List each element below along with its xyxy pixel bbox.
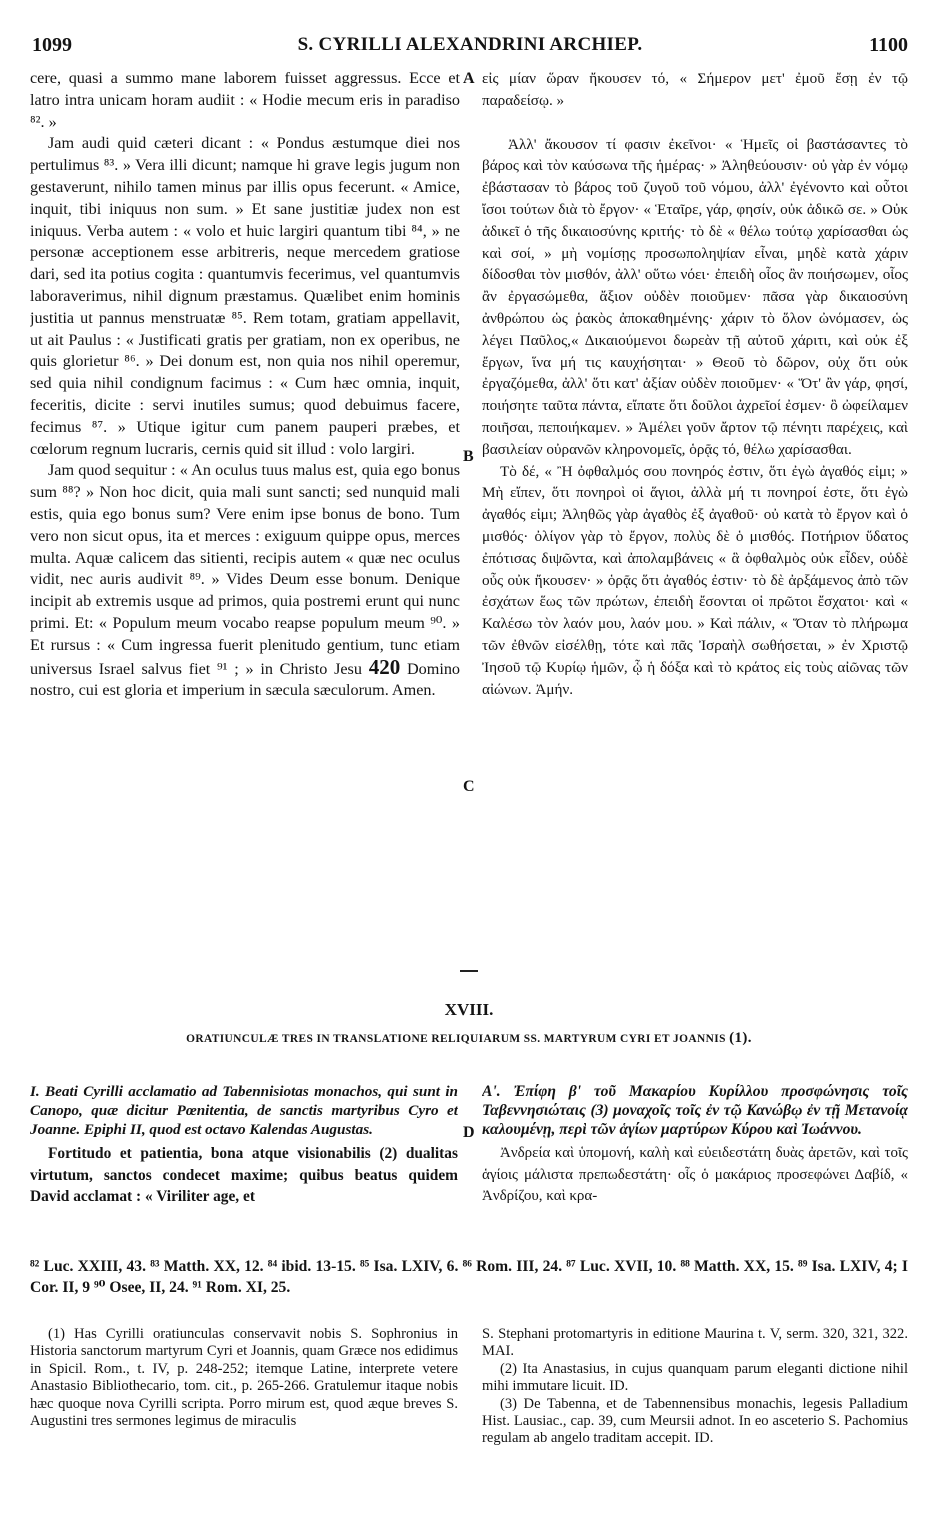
greek-column	[482, 68, 908, 968]
column-number: 420	[368, 654, 401, 679]
page-number-right: 1100	[869, 34, 908, 56]
latin-column	[30, 68, 460, 968]
footnote: (1) Has Cyrilli oratiunculas conservavit nobis S. Sophronius in Historia sanctorum martyrum Cyri et Joannis, quam Græce nos edidimus in Spicil. Rom., t. IV, p. 248-252; itemque Latine, interprete vetere Anastasio Bibliothecario, tom. cit., p. 265-266. Gratulemur itaque nobis hæc quoque nova Cyrilli scripta. Porro mirum est, quod æque breves S. Augustini tres sermones legimus de miraculis	[30, 1326, 458, 1430]
section-title-text: ORATIUNCULÆ TRES IN TRANSLATIONE RELIQUIARUM SS. MARTYRUM CYRI ET JOANNIS	[186, 1033, 726, 1045]
footnote: (2) Ita Anastasius, in cujus quanquam parum eleganti dictione nihil mihi immutare licuit. ID.	[482, 1360, 908, 1395]
section-divider	[460, 970, 478, 972]
margin-letter-c: C	[463, 778, 475, 795]
section-title	[30, 1030, 908, 1047]
latin-subheading: I. Beati Cyrilli acclamatio ad Tabennisiotas monachos, qui sunt in Canopo, quæ dicitur Pœnitentia, de sanctis martyribus Cyro et Joanne. Epiphi II, quod est octavo Kalendas Augustas.	[30, 1083, 458, 1138]
running-title: S. CYRILLI ALEXANDRINI ARCHIEP.	[297, 34, 643, 55]
margin-letter-a: A	[463, 70, 475, 87]
page-number-left: 1099	[32, 34, 72, 56]
section-title-note: (1).	[729, 1030, 752, 1046]
footnote: S. Stephani protomartyris in editione Maurina t. V, serm. 320, 321, 322. MAI.	[482, 1326, 908, 1360]
footnotes-left	[30, 1326, 458, 1526]
greek-paragraph: Ἀλλ' ἄκουσον τί φασιν ἐκεῖνοι· « Ἡμεῖς οἱ βαστάσαντες τὸ βάρος καὶ τὸν καύσωνα τῆς ἡμέρας· » Ἀληθεύουσιν· οὐ γὰρ ἐν νόμῳ ἐβάστασαν τὸ βάρος τοῦ ζυγοῦ τοῦ νόμου, ἀλλ' ἐγένοντο καὶ οὗτοι ἴσοι τούτων διὰ τὸ ἔργον· « Ἑταῖρε, γάρ, φησίν, οὐκ ἀδικῶ σε. » Οὐκ ἀδικεῖ ὁ τῆς δικαιοσύνης κριτής· τὸ δὲ « θέλω τούτῳ χαρίσασθαι ὡς καὶ σοί, » μὴ νομίσῃς προσωποληψίαν εἶναι, μηδὲ κατὰ χάριν δίδοσθαι τὸν μισθόν, ἀλλ' οὕτω νόει· ἐπειδὴ οἷος ἂν ποιήσωμεν, οἷος ἂν ἐργασώμεθα, ἄξιον οὐδὲν ποιοῦμεν· πᾶσα γὰρ δικαιοσύνη ἀνθρώπου ὡς ῥακὸς ἀποκαθημένης· χάριν τὸ ὅλον ὠνόμασεν, ὡς λέγει Παῦλος,« Δικαιούμενοι δωρεὰν τῇ αὐτοῦ χάριτι, καὶ οὐκ ἐξ ἔργων, ἵνα μή τις καυχήσηται· » Θεοῦ τὸ δῶρον, οὐχ ὅτι οὐκ ἐργαζόμεθα, ἀλλ' ὅτι κατ' ἀξίαν οὐδὲν ποιοῦμεν· « Ὅτ' ἂν γάρ, φησί, ποιήσητε ταῦτα πάντα, εἴπατε ὅτι δοῦλοι ἀχρεῖοί ἐσμεν· ὃ ὠφείλαμεν ποιῆσαι, πεποιήκαμεν. » Ἀμέλει γοῦν ἄρτον τῷ πένητι παρέχεις, καὶ βασιλείαν οὐρανῶν κληρονομεῖς, ὁρᾷς τό, θέλω χαρίσασθαι.	[482, 135, 908, 458]
latin-paragraph	[30, 460, 460, 702]
section-number: XVIII.	[444, 1000, 494, 1019]
latin-paragraph: cere, quasi a summo mane laborem fuisset aggressus. Ecce et latro intra unicam horam audiit : « Hodie mecum eris in paradiso ⁸². »	[30, 69, 460, 131]
latin-subsection	[30, 1082, 458, 1250]
running-header	[32, 34, 908, 60]
latin-subsection-text: Fortitudo et patientia, bona atque visionabilis (2) dualitas virtutum, sanctos condecet maxime; quibus beatus quidem David acclamat : « Viriliter age, et	[30, 1145, 458, 1206]
margin-letter-b: B	[463, 448, 474, 465]
scripture-references: ⁸² Luc. XXIII, 43. ⁸³ Matth. XX, 12. ⁸⁴ ibid. 13-15. ⁸⁵ Isa. LXIV, 6. ⁸⁶ Rom. III, 24. ⁸⁷ Luc. XVII, 10. ⁸⁸ Matth. XX, 15. ⁸⁹ Isa. LXIV, 4; I Cor. II, 9 ⁹⁰ Osee, II, 24. ⁹¹ Rom. XI, 25.	[30, 1258, 908, 1296]
greek-paragraph: Τὸ δέ, « Ἢ ὀφθαλμός σου πονηρός ἐστιν, ὅτι ἐγὼ ἀγαθός εἰμι; » Μὴ εἴπεν, ὅτι πονηροὶ οἱ ἅγιοι, ἀλλὰ μή τι πονηροί ἐστε, ὅτι ἐγὼ ἀγαθός εἰμι; Ἀληθῶς γὰρ ἀγαθὸς ἐξ ἀγαθοῦ· οὐ κατὰ τὸ ἔργον καὶ ὁ μισθός· ὀλίγον γὰρ τὸ ἔργον, πολὺς δὲ ὁ μισθός. Ποτήριον ὕδατος ἐπότισας διψῶντα, καὶ ἀπολαμβάνεις « ἃ ὀφθαλμὸς οὐκ εἶδεν, οὐδὲ οὖς οὐκ ἤκουσεν· » ὁρᾷς ὅτι ἀγαθός ἐστιν· τὸ δὲ ἀρξάμενος ἀπὸ τῶν ἐσχάτων ἕως τῶν πρώτων, ἐπειδὴ ἔσονται οἱ πρῶτοι ἔσχατοι· καὶ « Καλέσω τὸν λαόν μου, λαόν μου. » Καὶ πάλιν, « Ὅταν τὸ πλήρωμα τῶν ἐθνῶν εἰσέλθῃ, τότε καὶ πᾶς Ἰσραὴλ σωθήσεται, » ἐν Χριστῷ Ἰησοῦ τῷ Κυρίῳ ἡμῶν, ᾧ ἡ δόξα καὶ τὸ κράτος εἰς τοὺς αἰῶνας τῶν αἰώνων. Ἀμήν.	[482, 462, 908, 698]
footnotes-right	[482, 1326, 908, 1526]
margin-letter-d: D	[463, 1124, 475, 1141]
greek-subsection-text: Ἀνδρεία καὶ ὑπομονή, καλὴ καὶ εὐειδεστάτη δυὰς ἀρετῶν, καὶ τοῖς ἁγίοις μάλιστα πρεπωδεστάτη· οἷς ὁ μακάριος προσεφώνει Δαβίδ, « Ἀνδρίζου, καὶ κρα-	[482, 1145, 908, 1205]
greek-paragraph: εἰς μίαν ὥραν ἤκουσεν τό, « Σήμερον μετ' ἐμοῦ ἔσῃ ἐν τῷ παραδείσῳ. »	[482, 70, 908, 109]
latin-paragraph-text: Jam quod sequitur : « An oculus tuus malus est, quia ego bonus sum ⁸⁸? » Non hoc dicit, quia mali sunt sancti; sed nunquid mali estis, quia ego bonus sum? Vere enim ipse bonus de bono. Tum vero non sicut opus, ita et merces : exiguum quippe opus, merces multa. Aquæ calicem das sitienti, recipis autem « quæ nec oculus vidit, nec auris audivit ⁸⁹. » Vides Deum esse bonum. Denique incipit ab extremis usque ad primos, quia postremi erunt qui nunc primi. Et: « Populum meum vocabo reapse populum meum ⁹⁰. » Et rursus : « Cum ingressa fuerit plenitudo gentium, tunc etiam universus Israel salvus fiet ⁹¹ ; » in Christo Jesu	[30, 461, 460, 678]
latin-paragraph: Jam audi quid cæteri dicant : « Pondus æstumque diei nos pertulimus ⁸³. » Vera illi dicunt; namque hi grave legis jugum non gestaverunt, nihilo tamen minus par illis opus fecerunt. « Amice, inquit, tibi iniquus non sum. » Et sane justitiæ judex non est iniquus. Verba autem : « volo et huic largiri quantum tibi ⁸⁴, » ne personæ acceptionem esse arbitreris, neque mercedem gratiose dari, sed ita potius cogita : quantumvis fecerimus, vel quantumvis laboraverimus, nihil dignum præstamus. Quælibet enim hominis justitia ut pannus menstruatæ ⁸⁵. Rem totam, gratiam appellavit, ut ait Paulus : « Justificati gratis per gratiam, non ex operibus, ne quis glorietur ⁸⁶. » Dei donum est, non quia nos nihil operemur, sed quia nihil condignum facimus : « Cum hæc omnia, inquit, feceritis, dicite : servi inutiles sumus; quod debuimus facere, fecimus ⁸⁷. » Utique igitur cum panem pauperi præbes, et cœlorum regnum lucraris, cernis quid sit illud : volo largiri.	[30, 134, 460, 458]
greek-subheading: Α'. Ἐπίφη β' τοῦ Μακαρίου Κυρίλλου προσφώνησις τοῖς Ταβεννησιώταις (3) μοναχοῖς τοῖς ἐν τῷ Κανώβῳ ἐν τῇ Μετανοίᾳ καλουμένῃ, περὶ τῶν ἁγίων μαρτύρων Κύρου καὶ Ἰωάννου.	[482, 1083, 908, 1138]
greek-subsection	[482, 1082, 908, 1250]
footnote: (3) De Tabenna, et de Tabennensibus monachis, legesis Palladium Hist. Lausiac., cap. 39, cum Meursii adnot. In eo asceterio S. Pachomius regulam ab angelo traditam accepit. ID.	[482, 1395, 908, 1447]
latin-paragraph-text: Domino nostro, cui est gloria et imperium in sæcula sæculorum. Amen.	[30, 659, 460, 700]
